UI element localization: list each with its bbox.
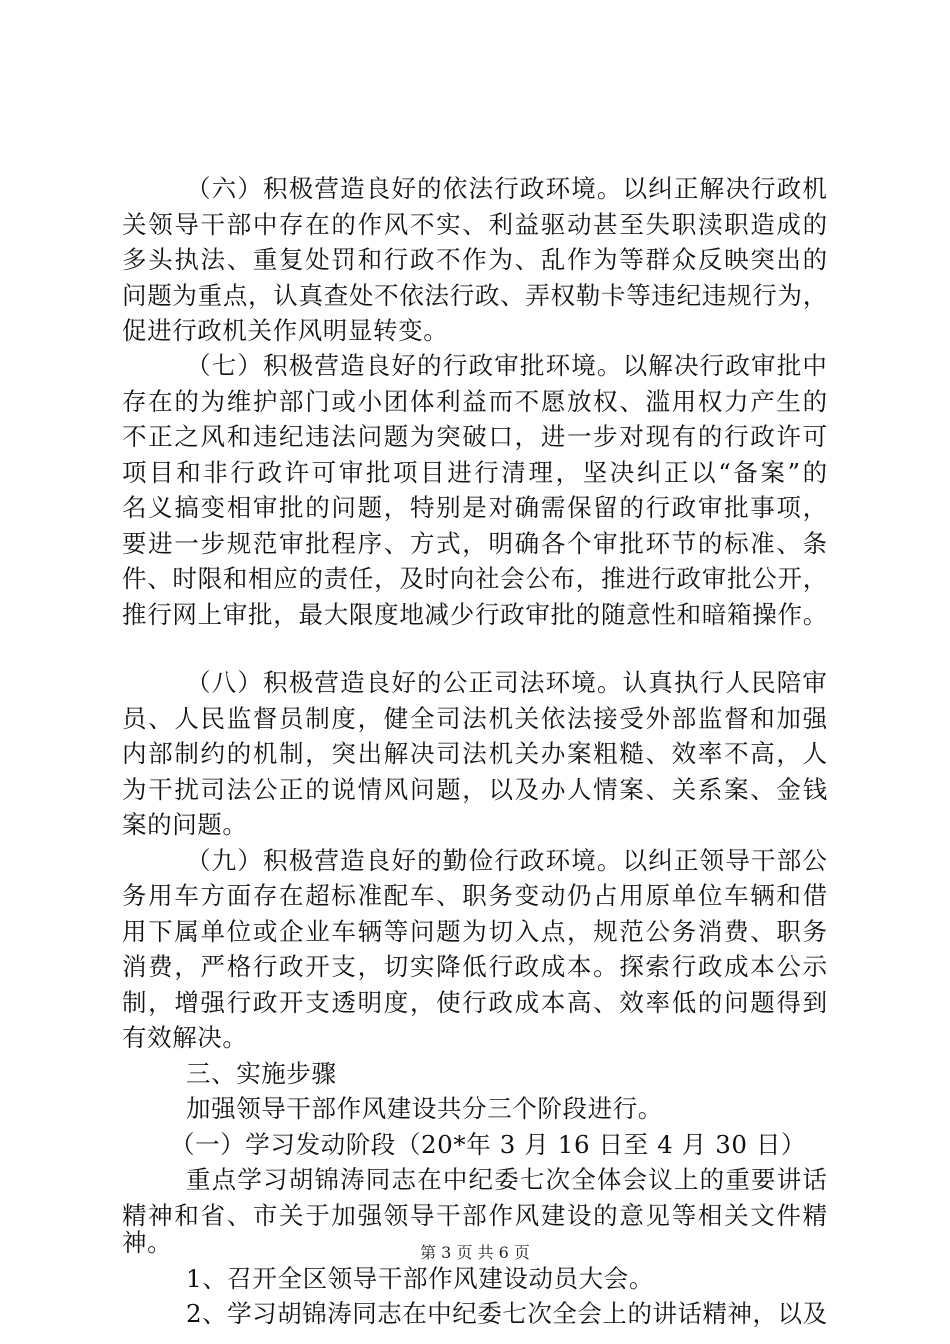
paragraph-6-line-4: 问题为重点，认真查处不依法行政、弄权勒卡等违纪违规行为，: [122, 281, 828, 310]
paragraph-8-line-1: （八）积极营造良好的公正司法环境。认真执行人民陪审: [186, 668, 829, 697]
phase-1-item-2: 2、学习胡锦涛同志在中纪委七次全会上的讲话精神，以及: [186, 1299, 828, 1328]
paragraph-9-line-2: 务用车方面存在超标准配车、职务变动仍占用原单位车辆和借: [122, 881, 829, 910]
paragraph-6-line-2: 关领导干部中存在的作风不实、利益驱动甚至失职渎职造成的: [122, 210, 829, 239]
paragraph-8-line-2: 员、人民监督员制度，健全司法机关依法接受外部监督和加强: [122, 704, 829, 733]
paragraph-9-line-1: （九）积极营造良好的勤俭行政环境。以纠正领导干部公: [186, 846, 829, 875]
paragraph-7-line-7: 件、时限和相应的责任，及时向社会公布，推进行政审批公开，: [122, 564, 828, 593]
paragraph-6-line-5: 促进行政机关作风明显转变。: [122, 316, 449, 345]
paragraph-8-line-5: 案的问题。: [122, 810, 248, 839]
paragraph-7-line-5: 名义搞变相审批的问题，特别是对确需保留的行政审批事项，: [122, 493, 829, 522]
paragraph-9-line-3: 用下属单位或企业车辆等问题为切入点，规范公务消费、职务: [122, 917, 829, 946]
phases-intro: 加强领导干部作风建设共分三个阶段进行。: [186, 1094, 663, 1123]
phase-1-paragraph-line-1: 重点学习胡锦涛同志在中纪委七次全体会议上的重要讲话: [186, 1165, 829, 1194]
section-heading-implementation-steps: 三、实施步骤: [186, 1059, 337, 1088]
phase-1-paragraph-line-3: 神。: [122, 1228, 173, 1257]
phase-1-heading: （一）学习发动阶段（20*年 3 月 16 日至 4 月 30 日）: [170, 1130, 807, 1159]
paragraph-8-line-4: 为干扰司法公正的说情风问题，以及办人情案、关系案、金钱: [122, 775, 829, 804]
paragraph-7-line-1: （七）积极营造良好的行政审批环境。以解决行政审批中: [186, 351, 829, 380]
paragraph-7-line-3: 不正之风和违纪违法问题为突破口，进一步对现有的行政许可: [122, 422, 829, 451]
phase-1-paragraph-line-2: 精神和省、市关于加强领导干部作风建设的意见等相关文件精: [122, 1201, 829, 1230]
phase-1-item-1: 1、召开全区领导干部作风建设动员大会。: [186, 1264, 654, 1293]
page-number-footer: 第 3 页 共 6 页: [420, 1243, 530, 1262]
paragraph-9-line-6: 有效解决。: [122, 1023, 248, 1052]
paragraph-7-line-4: 项目和非行政许可审批项目进行清理，坚决纠正以“备案”的: [122, 458, 830, 487]
paragraph-7-line-2: 存在的为维护部门或小团体利益而不愿放权、滥用权力产生的: [122, 387, 829, 416]
paragraph-7-line-6: 要进一步规范审批程序、方式，明确各个审批环节的标准、条: [122, 529, 829, 558]
paragraph-8-line-3: 内部制约的机制，突出解决司法机关办案粗糙、效率不高，人: [122, 739, 829, 768]
paragraph-9-line-4: 消费，严格行政开支，切实降低行政成本。探索行政成本公示: [122, 952, 829, 981]
paragraph-6-line-1: （六）积极营造良好的依法行政环境。以纠正解决行政机: [186, 174, 829, 203]
paragraph-9-line-5: 制，增强行政开支透明度，使行政成本高、效率低的问题得到: [122, 988, 829, 1017]
paragraph-6-line-3: 多头执法、重复处罚和行政不作为、乱作为等群众反映突出的: [122, 245, 829, 274]
paragraph-7-line-8: 推行网上审批，最大限度地减少行政审批的随意性和暗箱操作。: [122, 600, 828, 629]
